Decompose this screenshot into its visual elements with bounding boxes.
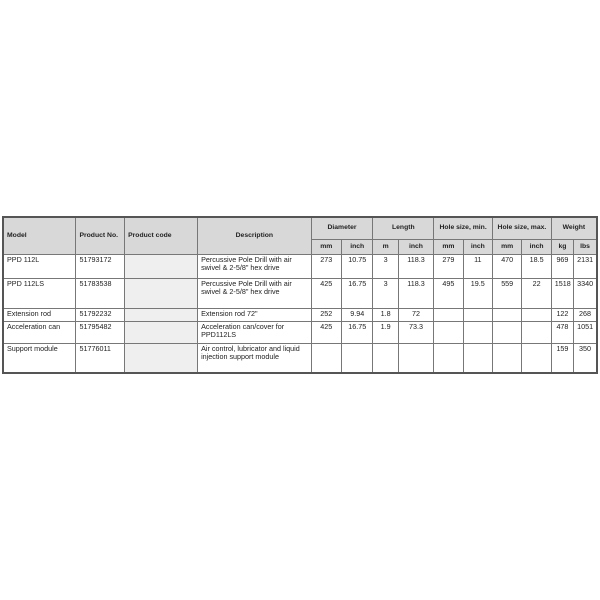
unit-hole-max-mm: mm (493, 239, 522, 254)
cell-description: Acceleration can/cover for PPD112LS (198, 321, 312, 343)
cell-hole-min-mm (434, 321, 463, 343)
unit-weight-lbs: lbs (574, 239, 597, 254)
cell-weight-lbs: 350 (574, 343, 597, 373)
cell-description: Extension rod 72" (198, 308, 312, 321)
cell-description: Percussive Pole Drill with air swivel & 2-5/8" hex drive (198, 278, 312, 308)
table-row (3, 321, 597, 343)
cell-product-no: 51783538 (76, 278, 125, 308)
cell-hole-max-inch (522, 308, 551, 321)
cell-length-inch: 73.3 (398, 321, 433, 343)
cell-hole-max-mm (493, 321, 522, 343)
header-diameter: Diameter (311, 217, 373, 239)
unit-weight-kg: kg (551, 239, 573, 254)
cell-product-no: 51776011 (76, 343, 125, 373)
cell-product-code (125, 343, 198, 373)
unit-hole-min-inch: inch (463, 239, 492, 254)
cell-hole-max-mm: 559 (493, 278, 522, 308)
cell-length-m: 3 (373, 278, 398, 308)
unit-diameter-mm: mm (311, 239, 341, 254)
cell-description: Air control, lubricator and liquid injection support module (198, 343, 312, 373)
cell-length-inch: 72 (398, 308, 433, 321)
cell-length-inch: 118.3 (398, 278, 433, 308)
header-model: Model (3, 217, 76, 254)
cell-weight-kg: 159 (551, 343, 573, 373)
header-hole-size-min: Hole size, min. (434, 217, 493, 239)
cell-diameter-inch: 16.75 (342, 321, 373, 343)
cell-hole-max-inch: 18.5 (522, 254, 551, 278)
cell-weight-lbs: 268 (574, 308, 597, 321)
table-row (3, 254, 597, 278)
cell-model: PPD 112L (3, 254, 76, 278)
table-row (3, 278, 597, 308)
cell-hole-max-inch: 22 (522, 278, 551, 308)
cell-hole-max-mm (493, 308, 522, 321)
cell-diameter-inch: 9.94 (342, 308, 373, 321)
cell-length-m: 1.8 (373, 308, 398, 321)
cell-length-m (373, 343, 398, 373)
cell-weight-kg: 122 (551, 308, 573, 321)
cell-diameter-inch: 16.75 (342, 278, 373, 308)
cell-diameter-mm: 273 (311, 254, 341, 278)
cell-hole-min-mm (434, 308, 463, 321)
header-description: Description (198, 217, 312, 254)
header-length: Length (373, 217, 434, 239)
cell-hole-max-inch (522, 321, 551, 343)
cell-diameter-mm: 425 (311, 321, 341, 343)
unit-hole-max-inch: inch (522, 239, 551, 254)
table-row (3, 343, 597, 373)
cell-description: Percussive Pole Drill with air swivel & 2-5/8" hex drive (198, 254, 312, 278)
cell-diameter-inch (342, 343, 373, 373)
cell-length-m: 1.9 (373, 321, 398, 343)
cell-hole-min-inch: 19.5 (463, 278, 492, 308)
cell-model: Extension rod (3, 308, 76, 321)
cell-product-code (125, 278, 198, 308)
cell-hole-min-mm (434, 343, 463, 373)
cell-hole-min-inch (463, 308, 492, 321)
cell-weight-kg: 969 (551, 254, 573, 278)
cell-product-code (125, 254, 198, 278)
cell-hole-min-inch (463, 343, 492, 373)
cell-model: Acceleration can (3, 321, 76, 343)
cell-weight-kg: 1518 (551, 278, 573, 308)
cell-length-m: 3 (373, 254, 398, 278)
product-spec-table (2, 216, 598, 374)
cell-model: PPD 112LS (3, 278, 76, 308)
cell-hole-min-mm: 495 (434, 278, 463, 308)
cell-product-no: 51792232 (76, 308, 125, 321)
cell-diameter-mm: 252 (311, 308, 341, 321)
unit-length-m: m (373, 239, 398, 254)
cell-hole-min-inch: 11 (463, 254, 492, 278)
cell-hole-max-inch (522, 343, 551, 373)
header-product-code: Product code (125, 217, 198, 254)
cell-product-code (125, 308, 198, 321)
cell-diameter-mm (311, 343, 341, 373)
cell-length-inch (398, 343, 433, 373)
header-product-no: Product No. (76, 217, 125, 254)
cell-weight-lbs: 1051 (574, 321, 597, 343)
header-row (3, 217, 597, 239)
unit-diameter-inch: inch (342, 239, 373, 254)
cell-length-inch: 118.3 (398, 254, 433, 278)
cell-product-code (125, 321, 198, 343)
unit-length-inch: inch (398, 239, 433, 254)
cell-model: Support module (3, 343, 76, 373)
cell-product-no: 51795482 (76, 321, 125, 343)
cell-diameter-mm: 425 (311, 278, 341, 308)
cell-weight-lbs: 2131 (574, 254, 597, 278)
header-hole-size-max: Hole size, max. (493, 217, 552, 239)
cell-weight-lbs: 3340 (574, 278, 597, 308)
table-row (3, 308, 597, 321)
cell-product-no: 51793172 (76, 254, 125, 278)
cell-hole-max-mm: 470 (493, 254, 522, 278)
cell-hole-min-mm: 279 (434, 254, 463, 278)
cell-hole-min-inch (463, 321, 492, 343)
header-weight: Weight (551, 217, 597, 239)
cell-diameter-inch: 10.75 (342, 254, 373, 278)
unit-hole-min-mm: mm (434, 239, 463, 254)
cell-weight-kg: 478 (551, 321, 573, 343)
cell-hole-max-mm (493, 343, 522, 373)
